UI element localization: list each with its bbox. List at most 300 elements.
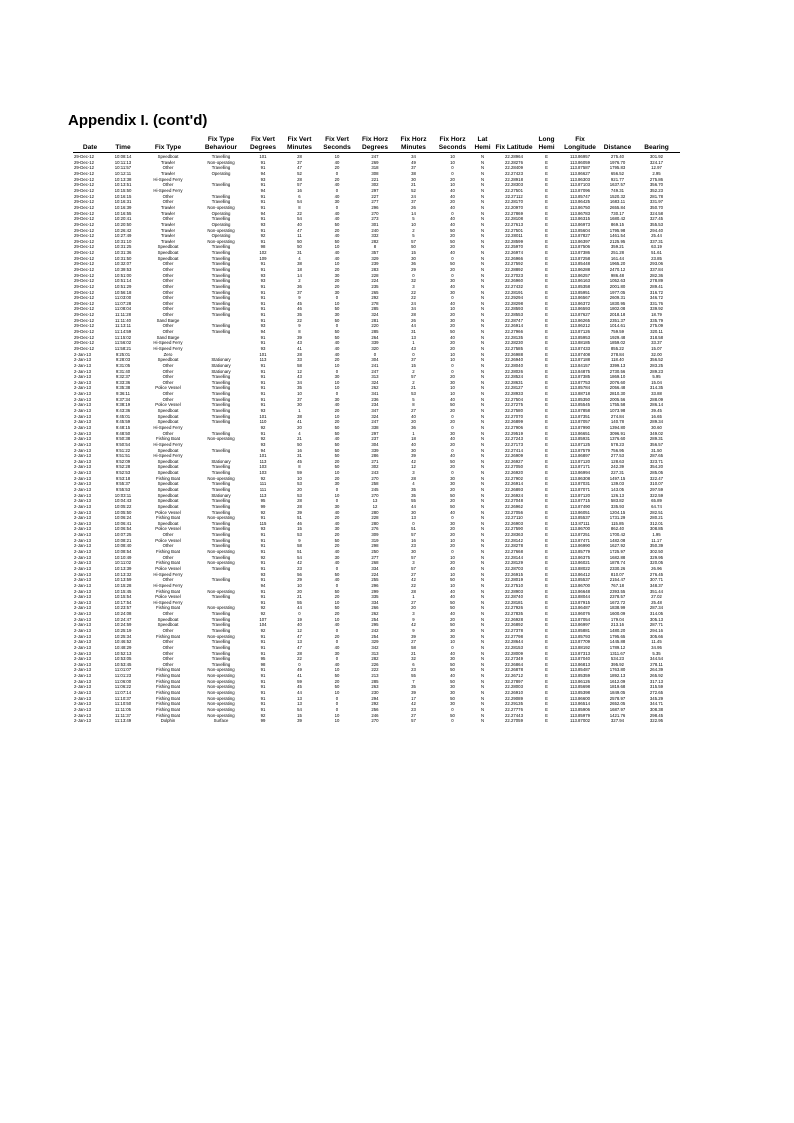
- table-cell: E: [545, 188, 548, 194]
- table-cell: E: [545, 503, 548, 509]
- table-cell: E: [545, 644, 548, 650]
- table-cell: E: [545, 622, 548, 628]
- table-cell: Travelling: [211, 165, 231, 171]
- table-cell: 91: [260, 639, 266, 645]
- table-cell: 25.48: [651, 599, 662, 605]
- table-cell: E: [545, 379, 548, 385]
- column-header: Fix Horz Degrees: [356, 136, 394, 153]
- table-cell: 22.27023: [505, 272, 523, 278]
- table-cell: 20: [334, 165, 340, 171]
- table-cell: N: [480, 238, 485, 244]
- table-cell: 310.07: [649, 481, 664, 487]
- table-cell: 1600.09: [609, 611, 626, 617]
- table-cell: Speedboat: [157, 419, 179, 425]
- table-cell: 276: [371, 526, 379, 532]
- table-cell: 22.28135: [505, 334, 523, 340]
- table-cell: 104: [259, 622, 267, 628]
- table-cell: 10: [334, 492, 340, 498]
- table-cell: N: [480, 430, 485, 436]
- table-cell: 1461.54: [609, 233, 626, 239]
- table-cell: 20: [334, 267, 340, 272]
- table-cell: 335.93: [610, 503, 625, 509]
- table-cell: 986.48: [610, 272, 625, 278]
- table-cell: 2-Jan-13: [74, 374, 91, 380]
- table-cell: 53: [297, 532, 302, 538]
- table-cell: 10:51:00: [114, 272, 132, 278]
- table-cell: 0: [451, 210, 454, 216]
- table-cell: 50: [334, 447, 340, 453]
- table-cell: Other: [162, 656, 174, 662]
- table-cell: 91: [260, 599, 266, 605]
- table-cell: 107: [259, 616, 267, 622]
- table-cell: 2-Jan-13: [74, 588, 91, 594]
- table-cell: 22.28278: [505, 543, 523, 549]
- table-cell: 280: [371, 509, 379, 515]
- table-cell: E: [545, 661, 548, 667]
- table-cell: 37: [411, 165, 416, 171]
- table-cell: 23.85: [651, 255, 662, 261]
- table-cell: 242: [371, 628, 379, 633]
- table-cell: 30: [450, 278, 455, 284]
- table-cell: 22.28631: [505, 379, 523, 385]
- table-cell: Travelling: [211, 639, 231, 645]
- table-cell: 9: [412, 616, 415, 622]
- table-cell: E: [545, 154, 548, 160]
- table-cell: 323.71: [649, 458, 664, 464]
- table-cell: 50: [334, 464, 340, 470]
- table-cell: 280.21: [649, 515, 664, 521]
- table-cell: 59: [297, 678, 302, 684]
- table-cell: 109: [259, 255, 267, 261]
- table-cell: 0: [335, 656, 339, 662]
- table-cell: 40: [450, 221, 455, 227]
- table-cell: N: [480, 441, 485, 447]
- table-cell: 304: [371, 357, 379, 363]
- table-cell: 22.27501: [505, 227, 523, 233]
- table-cell: 347: [371, 408, 379, 414]
- table-cell: 20: [450, 441, 455, 447]
- table-cell: 29: [297, 577, 302, 583]
- table-cell: 10: [334, 413, 340, 419]
- table-cell: Hi-Speed Ferry: [153, 340, 183, 346]
- table-cell: 139.03: [610, 481, 625, 487]
- table-cell: N: [480, 204, 485, 210]
- table-cell: 11:58:21: [114, 345, 132, 351]
- table-cell: 10:24:47: [114, 616, 132, 622]
- table-cell: 11:11:05: [114, 706, 132, 712]
- table-cell: 37: [297, 396, 302, 402]
- table-cell: 10: [334, 718, 340, 724]
- table-cell: Non-operating: [207, 701, 235, 707]
- table-cell: 110: [259, 419, 267, 425]
- table-cell: 22.28964: [505, 154, 523, 160]
- table-cell: 2-Jan-13: [74, 673, 91, 679]
- table-cell: 113.86076: [570, 611, 590, 617]
- table-cell: 246: [371, 712, 379, 718]
- table-cell: N: [480, 396, 485, 402]
- table-cell: 3: [412, 560, 415, 566]
- table-cell: 10:31:36: [114, 250, 132, 256]
- table-cell: 10:17:54: [114, 599, 132, 605]
- table-cell: 94: [260, 210, 266, 216]
- table-cell: E: [545, 176, 548, 182]
- table-cell: 94: [260, 447, 266, 453]
- table-cell: 1725.97: [609, 549, 626, 555]
- table-cell: 9:28:03: [115, 357, 131, 363]
- table-cell: 20: [334, 283, 340, 289]
- table-cell: 22.28599: [505, 238, 523, 244]
- table-cell: 11:06:00: [114, 678, 132, 684]
- table-cell: 22.26712: [505, 673, 523, 679]
- table-cell: 22.27580: [505, 408, 523, 414]
- table-cell: 29-Dec-12: [74, 295, 95, 301]
- table-cell: 357: [371, 250, 379, 256]
- table-cell: 22.27926: [505, 605, 523, 611]
- table-cell: 10:31:10: [114, 238, 132, 244]
- table-cell: 2005.56: [609, 396, 626, 402]
- table-cell: E: [545, 289, 548, 295]
- table-cell: 91: [260, 644, 266, 650]
- table-cell: 93: [260, 272, 266, 278]
- table-cell: 1830.95: [609, 300, 626, 306]
- table-cell: 9:55:37: [115, 481, 131, 487]
- table-cell: 3: [412, 611, 415, 617]
- table-cell: 10: [450, 154, 455, 160]
- table-cell: 113.87715: [570, 498, 590, 504]
- table-cell: 40: [334, 340, 340, 346]
- table-cell: 31: [411, 329, 416, 335]
- table-cell: Operating: [211, 210, 231, 216]
- table-cell: Police Vessel: [155, 385, 181, 391]
- table-cell: 2-Jan-13: [74, 712, 91, 718]
- table-cell: 222: [371, 667, 379, 673]
- table-cell: Travelling: [211, 470, 231, 476]
- table-cell: 113.86372: [570, 300, 590, 306]
- table-cell: 40: [334, 661, 340, 667]
- table-cell: 22: [411, 295, 416, 301]
- table-cell: 113.86593: [570, 306, 590, 312]
- table-cell: 113.86051: [570, 509, 590, 515]
- table-cell: 22.27869: [505, 210, 523, 216]
- table-cell: 113.85545: [570, 402, 590, 408]
- table-cell: 113.86783: [570, 210, 590, 216]
- table-cell: 22.26974: [505, 250, 523, 256]
- table-cell: Zero: [163, 351, 173, 357]
- table-cell: 335: [371, 594, 379, 600]
- table-cell: 50: [334, 306, 340, 312]
- table-cell: 0: [335, 565, 339, 571]
- table-cell: 297.59: [649, 486, 664, 492]
- table-cell: 31: [297, 453, 302, 459]
- table-cell: 36: [297, 283, 302, 289]
- table-cell: 22.26893: [505, 486, 523, 492]
- table-cell: 40: [450, 565, 455, 571]
- table-cell: Fishing Boat: [156, 667, 180, 673]
- table-cell: 42: [411, 577, 416, 583]
- table-cell: N: [480, 306, 485, 312]
- table-cell: 20: [334, 611, 340, 617]
- table-cell: Travelling: [211, 261, 231, 267]
- table-cell: 22.27048: [505, 498, 523, 504]
- table-cell: Other: [162, 554, 174, 560]
- table-cell: 730.17: [610, 210, 625, 216]
- table-cell: 20: [297, 588, 302, 594]
- table-cell: 278.89: [649, 278, 664, 284]
- table-cell: 22.28644: [505, 639, 523, 645]
- table-cell: 101: [259, 413, 267, 419]
- table-cell: 2125.95: [609, 238, 626, 244]
- table-cell: Non-operating: [207, 436, 235, 442]
- table-cell: 767.18: [610, 582, 625, 588]
- table-cell: 40: [450, 611, 455, 617]
- table-cell: N: [480, 577, 485, 583]
- table-cell: 0: [451, 515, 454, 521]
- table-cell: 5: [412, 216, 415, 222]
- table-cell: 91: [260, 594, 266, 600]
- table-cell: 1838.99: [609, 605, 626, 611]
- table-cell: N: [480, 549, 485, 555]
- column-header: Fix Vert Seconds: [318, 136, 356, 153]
- table-cell: E: [545, 204, 548, 210]
- table-cell: 255: [371, 577, 379, 583]
- table-cell: 140.78: [610, 419, 625, 425]
- table-cell: 8: [412, 402, 415, 408]
- table-cell: 15: [411, 362, 416, 368]
- table-cell: 1683.11: [609, 199, 626, 205]
- table-cell: 1869.10: [609, 374, 626, 380]
- table-cell: 22.27414: [505, 447, 523, 453]
- table-cell: N: [480, 526, 485, 532]
- column-header: Distance: [602, 136, 633, 153]
- table-cell: 11: [297, 233, 302, 239]
- table-cell: 6: [412, 661, 415, 667]
- table-row: [73, 470, 680, 476]
- table-cell: 4: [298, 255, 301, 261]
- table-cell: Hi-Speed Ferry: [153, 571, 183, 577]
- table-cell: 113.85537: [570, 515, 590, 521]
- table-cell: Travelling: [211, 329, 231, 335]
- table-cell: 26.96: [651, 565, 662, 571]
- table-cell: 10:26:42: [114, 227, 132, 233]
- table-cell: 113.88022: [570, 565, 590, 571]
- table-cell: 113.87471: [570, 537, 590, 543]
- table-cell: 28: [411, 475, 416, 481]
- table-cell: 18: [297, 267, 302, 272]
- table-cell: 92: [260, 554, 266, 560]
- table-cell: 22.28170: [505, 199, 523, 205]
- table-cell: 30: [450, 520, 455, 526]
- table-cell: 34: [297, 379, 302, 385]
- table-cell: Travelling: [211, 385, 231, 391]
- table-cell: 40: [450, 188, 455, 194]
- table-cell: 2-Jan-13: [74, 616, 91, 622]
- table-cell: 10:24:08: [114, 611, 132, 617]
- table-cell: 113.87990: [570, 424, 590, 430]
- table-cell: 12.97: [651, 165, 662, 171]
- table-cell: E: [545, 391, 548, 397]
- table-cell: 11:10:50: [114, 701, 132, 707]
- table-cell: 0: [451, 413, 454, 419]
- table-cell: Fishing Boat: [156, 560, 180, 566]
- table-cell: 113.86212: [570, 323, 590, 329]
- table-cell: Travelling: [211, 498, 231, 504]
- table-cell: 5.95: [652, 374, 661, 380]
- table-cell: 295: [371, 622, 379, 628]
- table-cell: 10: [411, 221, 416, 227]
- table-cell: 22.26892: [505, 622, 523, 628]
- table-cell: Non-operating: [207, 678, 235, 684]
- table-cell: 47: [297, 165, 302, 171]
- table-cell: 50: [450, 503, 455, 509]
- table-cell: 344.54: [649, 656, 664, 662]
- table-cell: Travelling: [211, 244, 231, 250]
- table-row: [73, 549, 680, 555]
- table-cell: 113.86651: [570, 430, 590, 436]
- table-cell: 2378.57: [609, 594, 626, 600]
- table-cell: 278.11: [650, 661, 663, 667]
- table-cell: 113.87351: [570, 413, 590, 419]
- table-cell: 1682.88: [609, 554, 626, 560]
- table-cell: 20: [450, 199, 455, 205]
- table-cell: 22.27173: [505, 441, 523, 447]
- table-row: [73, 594, 680, 600]
- table-cell: Speedboat: [157, 470, 179, 476]
- table-cell: 10:13:32: [114, 571, 132, 577]
- table-cell: 101: [259, 351, 267, 357]
- table-cell: E: [545, 317, 548, 323]
- table-cell: 28: [297, 154, 302, 160]
- table-cell: 10: [297, 391, 302, 397]
- table-cell: 113.86303: [570, 176, 590, 182]
- table-cell: 113.87258: [570, 255, 590, 261]
- table-cell: 115.85: [611, 520, 624, 526]
- table-cell: 50: [450, 605, 455, 611]
- table-cell: N: [480, 560, 485, 566]
- table-cell: Hi-Speed Ferry: [153, 582, 183, 588]
- table-cell: 265: [371, 289, 379, 295]
- table-cell: 20: [450, 464, 455, 470]
- table-cell: 29-Dec-12: [74, 221, 95, 227]
- table-cell: 331.97: [649, 199, 664, 205]
- table-cell: 359.21: [610, 244, 625, 250]
- table-cell: 113.86375: [570, 554, 590, 560]
- table-cell: 2578.97: [609, 695, 626, 701]
- table-cell: Travelling: [211, 199, 231, 205]
- table-cell: 314.35: [649, 385, 664, 391]
- table-cell: 30: [411, 447, 416, 453]
- table-cell: Non-operating: [207, 690, 235, 696]
- table-cell: E: [545, 571, 548, 577]
- table-cell: 20: [450, 244, 455, 250]
- table-cell: 22.27378: [505, 628, 523, 633]
- table-cell: 54: [297, 706, 302, 712]
- table-cell: 3: [412, 283, 415, 289]
- table-cell: 91: [260, 379, 266, 385]
- table-cell: 16: [297, 188, 302, 194]
- table-cell: N: [480, 244, 485, 250]
- table-cell: 32.00: [651, 351, 662, 357]
- table-cell: 281.78: [649, 193, 664, 199]
- table-cell: N: [480, 571, 485, 577]
- table-cell: 20: [450, 323, 455, 329]
- table-cell: 247: [371, 368, 379, 374]
- table-cell: 247: [371, 154, 379, 160]
- table-row: [73, 656, 680, 662]
- table-cell: 50: [450, 712, 455, 718]
- table-cell: 322.95: [649, 718, 664, 724]
- table-cell: 42: [411, 701, 416, 707]
- table-cell: 53: [297, 481, 302, 487]
- table-cell: 91: [260, 396, 266, 402]
- table-cell: E: [545, 272, 548, 278]
- table-cell: 29-Dec-12: [74, 210, 95, 216]
- table-cell: E: [545, 171, 548, 177]
- table-cell: Non-operating: [207, 684, 235, 690]
- table-cell: Travelling: [211, 537, 231, 543]
- table-cell: 351.44: [649, 588, 664, 594]
- table-cell: 30: [334, 396, 340, 402]
- table-cell: Travelling: [211, 661, 231, 667]
- table-cell: N: [480, 543, 485, 549]
- table-cell: 3399.13: [609, 362, 626, 368]
- table-cell: 10:04:43: [114, 498, 132, 504]
- table-cell: Non-operating: [207, 549, 235, 555]
- table-cell: 9: [412, 628, 415, 633]
- table-cell: 22.27906: [505, 424, 523, 430]
- table-cell: 270: [371, 210, 379, 216]
- table-cell: 10: [334, 261, 340, 267]
- table-cell: Travelling: [211, 216, 231, 222]
- table-cell: E: [545, 362, 548, 368]
- table-cell: Travelling: [211, 300, 231, 306]
- table-cell: E: [545, 374, 548, 380]
- table-cell: 334: [371, 565, 379, 571]
- table-cell: 113.86126: [570, 678, 590, 684]
- table-cell: 20: [450, 526, 455, 532]
- table-cell: 0: [373, 351, 377, 357]
- table-cell: 869.15: [610, 221, 625, 227]
- table-cell: 9:52:28: [115, 464, 131, 470]
- table-cell: 20: [297, 486, 302, 492]
- table-cell: 10: [450, 159, 455, 165]
- table-cell: 99: [260, 503, 266, 509]
- table-cell: 26: [411, 317, 416, 323]
- table-cell: Travelling: [211, 650, 231, 656]
- table-cell: 281: [371, 317, 379, 323]
- table-cell: 57: [411, 565, 416, 571]
- table-cell: 332: [371, 233, 379, 239]
- table-cell: 30: [334, 503, 340, 509]
- table-cell: 10: [450, 554, 455, 560]
- table-cell: 22.27501: [505, 188, 523, 194]
- table-cell: 22.28363: [505, 532, 523, 538]
- table-cell: Other: [162, 329, 174, 335]
- table-cell: 27: [411, 599, 416, 605]
- table-cell: 315.59: [649, 684, 664, 690]
- table-cell: 30: [334, 289, 340, 295]
- table-cell: 2: [298, 278, 301, 284]
- table-cell: 237: [371, 436, 379, 442]
- table-cell: E: [545, 300, 548, 306]
- table-cell: 0: [451, 644, 454, 650]
- table-cell: Travelling: [211, 255, 231, 261]
- table-cell: 324.17: [649, 159, 664, 165]
- table-cell: 22.28003: [505, 684, 523, 690]
- table-cell: 0: [451, 368, 454, 374]
- table-cell: 301: [371, 221, 379, 227]
- table-cell: Other: [162, 295, 174, 301]
- table-cell: 20: [334, 176, 340, 182]
